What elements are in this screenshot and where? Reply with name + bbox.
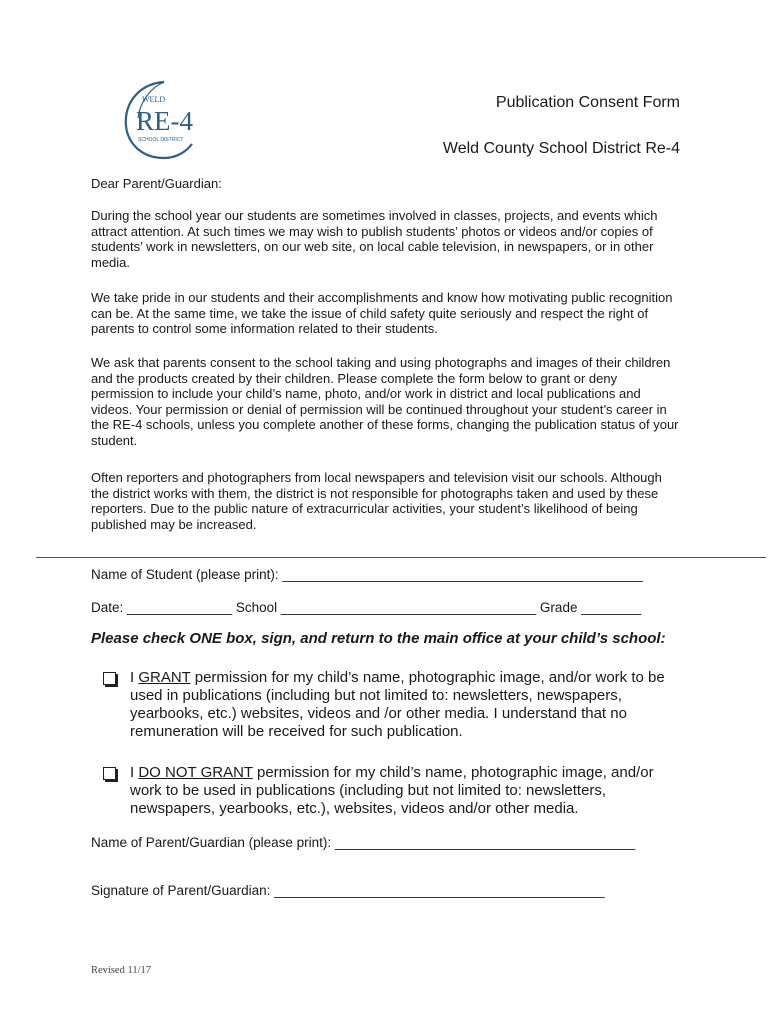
revision-note: Revised 11/17 (91, 965, 151, 976)
district-name: Weld County School District Re-4 (442, 140, 680, 157)
logo-main-text: RE-4 (136, 106, 193, 136)
logo-bottom-text: SCHOOL DISTRICT (138, 137, 184, 143)
deny-option-text: I DO NOT GRANT permission for my child’s name, photographic image, and/or work to be used in publications (including but not limited to: newsletters, newspapers, yearbooks, etc.), websites, videos and/or other media. (130, 764, 654, 817)
district-logo (120, 78, 200, 162)
paragraph-intro: During the school year our students are sometimes involved in classes, projects, and events which attract attention. At such times we may wish to publish students’ photos or videos and/or copies of students’ work in newsletters, on our web site, on local cable television, in newspapers, or in other media. (91, 208, 658, 270)
grant-checkbox[interactable] (103, 672, 116, 685)
parent-name-field[interactable]: Name of Parent/Guardian (please print): ________________________________________ (91, 835, 636, 850)
paragraph-consent: We ask that parents consent to the school taking and using photographs and images of their children and the products created by their children. Please complete the form below to grant or deny permission to include your child’s name, photo, and/or work in district and local publications and videos. Your permission or denial of permission will be continued throughout your student’s career in the RE-4 schools, unless you complete another of these forms, changing the publication status of your student. (91, 355, 679, 448)
grant-option[interactable] (103, 669, 683, 741)
district-logo-graphic (120, 78, 200, 162)
logo-top-text: WELD (142, 95, 166, 104)
date-school-grade-fields[interactable]: Date: ______________ School __________________________________ Grade ________ (91, 600, 642, 615)
instruction-heading: Please check ONE box, sign, and return to the main office at your child’s school: (91, 630, 666, 647)
student-name-field[interactable]: Name of Student (please print): ________________________________________________ (91, 567, 643, 582)
grant-keyword: GRANT (138, 669, 191, 686)
deny-checkbox[interactable] (103, 767, 116, 780)
section-divider (36, 557, 766, 558)
paragraph-pride: We take pride in our students and their accomplishments and know how motivating public recognition can be. At the same time, we take the issue of child safety quite seriously and respect the right of parents to control some information related to their students. (91, 290, 673, 337)
deny-keyword: DO NOT GRANT (138, 764, 253, 781)
form-title: Publication Consent Form (495, 94, 680, 111)
deny-option[interactable] (103, 764, 683, 818)
paragraph-reporters: Often reporters and photographers from local newspapers and television visit our schools. Although the district works with them, the district is not responsible for photographs taken and used by these reporters. Due to the public nature of extracurricular activities, your student’s likelihood of being published may be increased. (91, 470, 662, 532)
signature-field[interactable]: Signature of Parent/Guardian: ____________________________________________ (91, 883, 605, 898)
grant-option-text: I GRANT permission for my child’s name, photographic image, and/or work to be used in publications (including but not limited to: newsletters, newspapers, yearbooks, etc.) websites, videos and /or other media. I understand that no remuneration will be received for such publication. (130, 669, 665, 740)
greeting: Dear Parent/Guardian: (91, 176, 222, 191)
